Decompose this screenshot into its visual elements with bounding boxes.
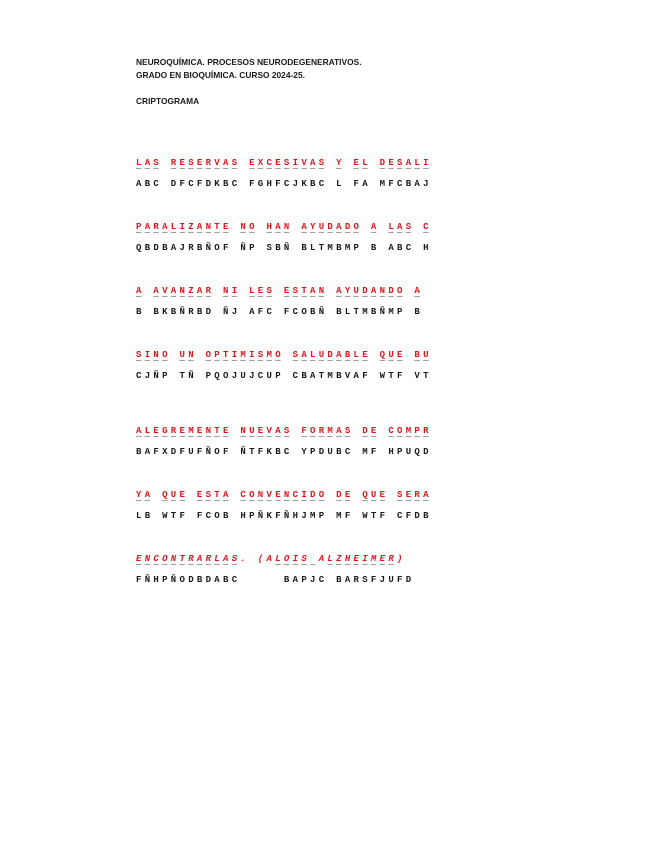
cryptogram (136, 158, 576, 618)
plaintext-line: PARALIZANTE NO HAN AYUDADO A LAS C (136, 222, 432, 232)
cryptogram-row (136, 490, 576, 530)
blank-dashes: ‾‾‾‾‾‾‾‾‾‾‾ ‾‾ ‾‾‾ ‾‾‾‾‾‾‾ ‾ ‾‾‾ ‾ (136, 232, 432, 242)
title-block (136, 56, 362, 82)
ciphertext-line: B BKBÑRBD ÑJ AFC FCOBÑ BLTMBÑMP B (136, 307, 424, 317)
ciphertext-line: LB WTF FCOB HPÑKFÑHJMP MF WTF CFDB (136, 511, 432, 521)
plaintext-line: LAS RESERVAS EXCESIVAS Y EL DESALI (136, 158, 432, 168)
course-title: NEUROQUÍMICA. PROCESOS NEURODEGENERATIVOS. (136, 57, 362, 67)
document-header (136, 56, 362, 108)
plaintext-line: ENCONTRARLAS. (ALOIS ALZHEIMER) (136, 554, 406, 564)
blank-dashes: ‾‾‾ ‾‾‾‾‾‾‾‾ ‾‾‾‾‾‾‾‾‾ ‾ ‾‾ ‾‾‾‾‾‾ (136, 168, 432, 178)
ciphertext-line: FÑHPÑODBDABC BAPJC BARSFJUFD (136, 575, 415, 585)
ciphertext-line: QBDBAJRBÑOF ÑP SBÑ BLTMBMP B ABC H (136, 243, 432, 253)
ciphertext-line: ABC DFCFDKBC FGHFCJKBC L FA MFCBAJ (136, 179, 432, 189)
plaintext-line: SINO UN OPTIMISMO SALUDABLE QUE BU (136, 350, 432, 360)
ciphertext-line: CJÑP TÑ PQOJUJCUP CBATMBVAF WTF VT (136, 371, 432, 381)
cryptogram-row (136, 286, 576, 326)
cryptogram-row (136, 222, 576, 262)
section-title: CRIPTOGRAMA (136, 96, 200, 106)
plaintext-line: YA QUE ESTA CONVENCIDO DE QUE SERA (136, 490, 432, 500)
cryptogram-row (136, 158, 576, 198)
blank-dashes: ‾‾‾‾‾‾‾‾‾‾‾‾ ‾‾‾‾‾ ‾‾‾‾‾‾‾‾ (136, 564, 398, 574)
cryptogram-row (136, 350, 576, 390)
blank-dashes: ‾‾‾‾ ‾‾ ‾‾‾‾‾‾‾‾‾ ‾‾‾‾‾‾‾‾‾ ‾‾‾ ‾‾ (136, 360, 432, 370)
plaintext-line: A AVANZAR NI LES ESTAN AYUDANDO A (136, 286, 424, 296)
blank-dashes: ‾‾ ‾‾‾ ‾‾‾‾ ‾‾‾‾‾‾‾‾‾‾ ‾‾ ‾‾‾ ‾‾‾‾ (136, 500, 432, 510)
ciphertext-line: BAFXDFUFÑOF ÑTFKBC YPDUBC MF HPUQD (136, 447, 432, 457)
cryptogram-row (136, 426, 576, 466)
plaintext-line: ALEGREMENTE NUEVAS FORMAS DE COMPR (136, 426, 432, 436)
degree-title: GRADO EN BIOQUÍMICA. CURSO 2024-25. (136, 70, 305, 80)
blank-dashes: ‾‾‾‾‾‾‾‾‾‾‾ ‾‾‾‾‾‾ ‾‾‾‾‾‾ ‾‾ ‾‾‾‾‾ (136, 436, 432, 446)
blank-dashes: ‾ ‾‾‾‾‾‾‾ ‾‾ ‾‾‾ ‾‾‾‾‾ ‾‾‾‾‾‾‾‾ ‾ (136, 296, 424, 306)
cryptogram-row (136, 554, 576, 594)
